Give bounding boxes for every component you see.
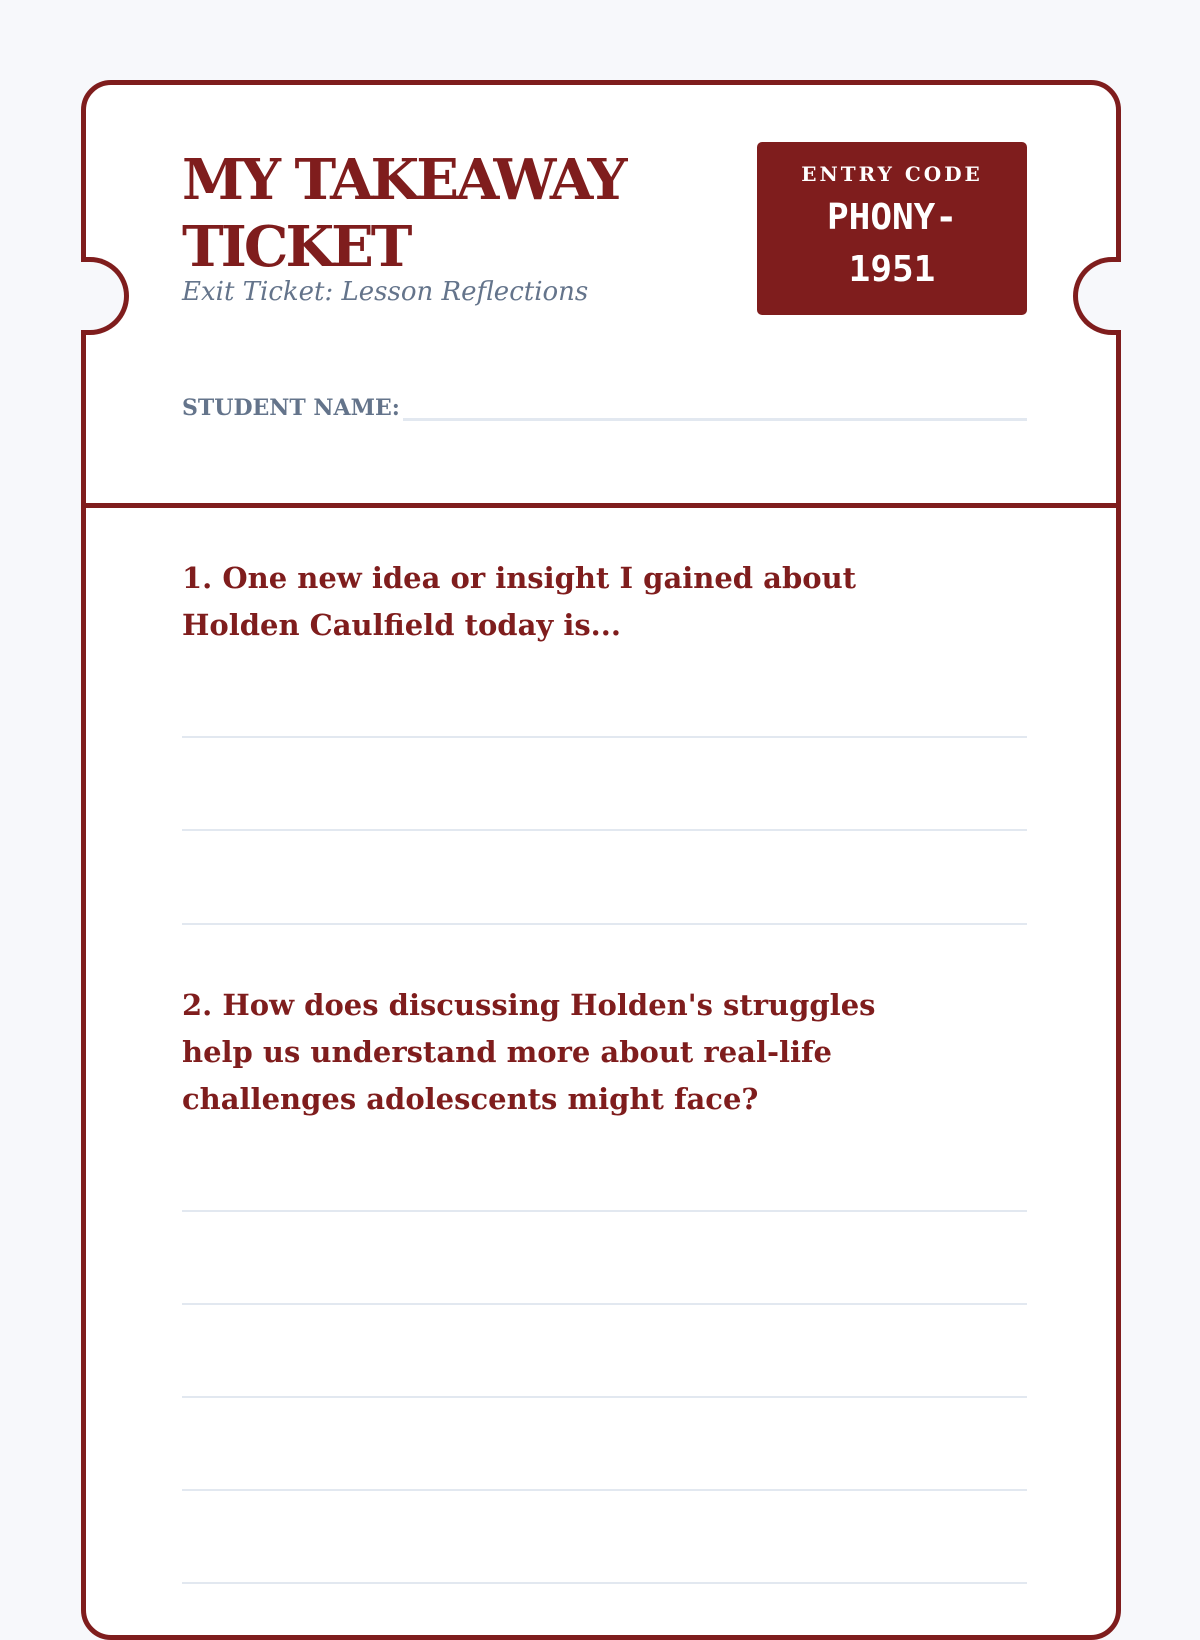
ticket-notch-left [81, 257, 129, 335]
answer-line-q2-4[interactable] [182, 1489, 1027, 1491]
answer-line-q2-2[interactable] [182, 1303, 1027, 1305]
student-name-field[interactable] [403, 418, 1027, 421]
entry-code-value: PHONY-1951 [826, 197, 958, 290]
answer-line-q2-3[interactable] [182, 1396, 1027, 1398]
ticket-notch-right [1073, 257, 1121, 335]
entry-code-badge [757, 142, 1027, 315]
answer-line-q2-1[interactable] [182, 1210, 1027, 1212]
question-2: 2. How does discussing Holden's struggles help us understand more about real-life challenges adolescents might face? [182, 988, 876, 1116]
answer-line-q1-3[interactable] [182, 923, 1027, 925]
ticket-title: MY TAKEAWAY TICKET [182, 147, 625, 280]
student-name-label: STUDENT NAME: [182, 395, 400, 421]
ticket-subtitle: Exit Ticket: Lesson Reflections [182, 277, 589, 307]
answer-line-q1-2[interactable] [182, 829, 1027, 831]
answer-line-q2-5[interactable] [182, 1582, 1027, 1584]
answer-line-q1-1[interactable] [182, 736, 1027, 738]
ticket-divider [86, 503, 1116, 508]
question-1: 1. One new idea or insight I gained about Holden Caulfield today is... [182, 561, 857, 642]
takeaway-ticket-card [81, 80, 1121, 1640]
entry-code-label: ENTRY CODE [801, 162, 983, 186]
